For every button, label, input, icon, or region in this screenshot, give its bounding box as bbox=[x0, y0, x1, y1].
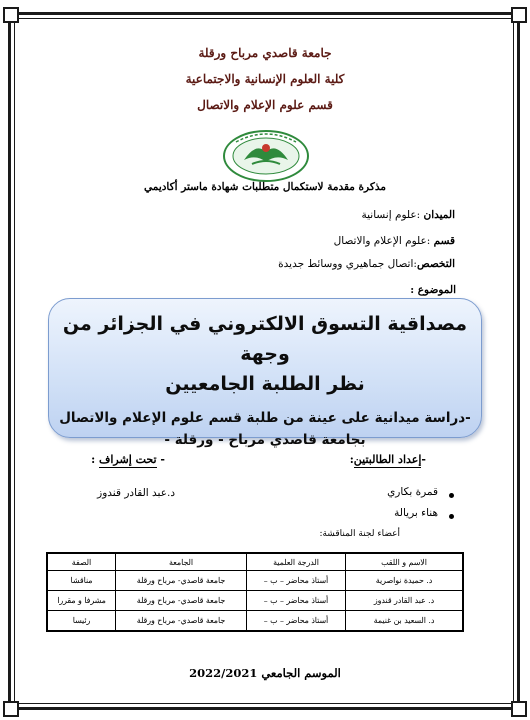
table-row bbox=[47, 591, 463, 611]
title-box bbox=[48, 298, 482, 448]
field-value: :علوم إنسانية bbox=[361, 209, 424, 221]
table-header: الجامعة bbox=[116, 553, 247, 571]
department-header: قسم علوم الإعلام والاتصال bbox=[197, 98, 333, 112]
border-corner bbox=[511, 701, 527, 717]
thesis-note: مذكرة مقدمة لاستكمال متطلبات شهادة ماستر أكاديمي bbox=[144, 181, 386, 193]
university-name: جامعة قاصدي مرباح ورقلة bbox=[198, 46, 332, 60]
supervisor-name: د.عبد القادر قندوز bbox=[97, 487, 175, 499]
table-cell: أستاذ محاضر – ب – bbox=[247, 611, 346, 632]
field-row bbox=[278, 258, 455, 270]
university-logo-icon bbox=[222, 128, 310, 184]
student-name: هناء بريالة bbox=[394, 507, 438, 519]
border-corner bbox=[511, 7, 527, 23]
table-cell: مناقشا bbox=[47, 571, 116, 591]
thesis-subtitle-line1: -دراسة ميدانية على عينة من طلبة قسم علوم الإعلام والاتصال bbox=[59, 410, 471, 426]
field-value: :علوم الإعلام والاتصال bbox=[333, 235, 434, 247]
table-cell: جامعة قاصدي- مرباح ورقلة bbox=[116, 611, 247, 632]
table-cell: أستاذ محاضر – ب – bbox=[247, 571, 346, 591]
bullet-icon bbox=[449, 514, 454, 519]
supervision-label: - تحت إشراف : bbox=[91, 453, 165, 466]
table-cell: د. حميدة نواصرية bbox=[346, 571, 464, 591]
academic-season: الموسم الجامعي 2022/2021 bbox=[189, 666, 341, 680]
field-row bbox=[361, 209, 455, 221]
faculty-name: كلية العلوم الإنسانية والاجتماعية bbox=[185, 72, 345, 86]
table-header-row bbox=[47, 553, 463, 571]
field-key: التخصص bbox=[416, 258, 455, 270]
table-cell: رئيسا bbox=[47, 611, 116, 632]
thesis-subtitle-line2: بجامعة قاصدي مرباح - ورقلة - bbox=[164, 432, 366, 448]
table-cell: مشرفا و مقررا bbox=[47, 591, 116, 611]
border-corner bbox=[3, 701, 19, 717]
table-row bbox=[47, 611, 463, 632]
field-key: قسم bbox=[433, 235, 455, 247]
table-cell: أستاذ محاضر – ب – bbox=[247, 591, 346, 611]
field-value: :اتصال جماهيري ووسائط جديدة bbox=[278, 258, 417, 270]
subject-label: الموضوع : bbox=[410, 284, 456, 296]
table-header: الدرجة العلمية bbox=[247, 553, 346, 571]
table-header: الاسم و اللقب bbox=[346, 553, 464, 571]
prepared-by-label: -إعداد الطالبتين: bbox=[349, 453, 426, 466]
table-cell: جامعة قاصدي- مرباح ورقلة bbox=[116, 591, 247, 611]
field-row bbox=[334, 235, 455, 247]
border-corner bbox=[3, 7, 19, 23]
table-cell: د. عبد القادر قندوز bbox=[346, 591, 464, 611]
table-cell: د. السعيد بن غنيمة bbox=[346, 611, 464, 632]
table-header: الصفة bbox=[47, 553, 116, 571]
table-cell: جامعة قاصدي- مرباح ورقلة bbox=[116, 571, 247, 591]
thesis-title-line1: مصداقية التسوق الالكتروني في الجزائر من وجهة bbox=[62, 313, 468, 365]
jury-table bbox=[46, 552, 464, 632]
committee-label: أعضاء لجنة المناقشة: bbox=[319, 529, 400, 539]
bullet-icon bbox=[449, 493, 454, 498]
student-name: قمرة بكاري bbox=[387, 486, 438, 498]
thesis-title-line2: نظر الطلبة الجامعيين bbox=[165, 373, 365, 395]
field-key: الميدان bbox=[423, 209, 455, 221]
table-row bbox=[47, 571, 463, 591]
